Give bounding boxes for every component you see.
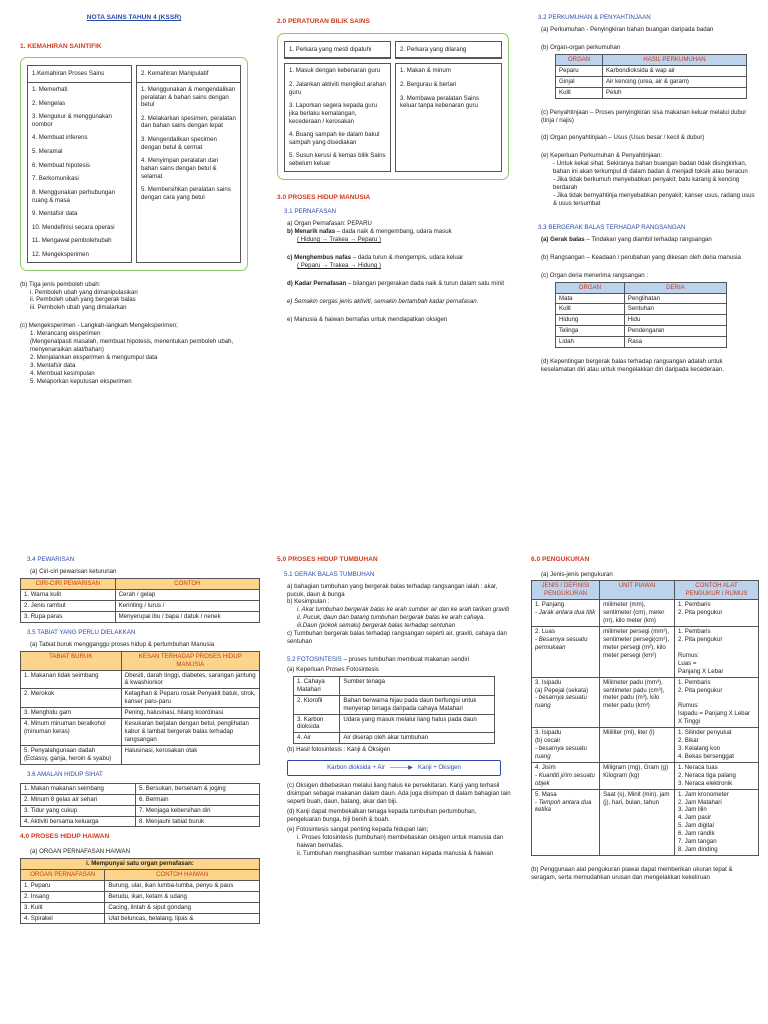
table-header: HASIL PERKUMUHAN [602, 54, 746, 65]
table-cell: 2. Minum 8 gelas air sehari [21, 794, 136, 805]
table-cell: 3. Menghidu gam [21, 708, 122, 719]
jenis-cell: 1. Panjang - Jarak antara dua titik [532, 600, 600, 627]
alat-cell: 1. Neraca tuas 2. Neraca tiga palang 3. Neraca elektronik [675, 762, 759, 789]
table-row [21, 913, 260, 924]
list-item: ii. Tumbuhan menghasilkan sumber makanan kepada manusia & haiwan [297, 849, 494, 857]
table-row [532, 789, 759, 855]
table-cell: Sumber tenaga [340, 676, 495, 695]
column-peraturan-bilik-sains [277, 14, 509, 324]
list-item: 2. Mengelas [32, 99, 66, 107]
table-cell: 7. Menjaga kebersihan diri [136, 805, 260, 816]
list-item: 3. Laporkan segera kepada guru jika berlaku kemalangan, kecederaan / kerosakan [289, 102, 378, 125]
organ-penyahtinjaan: (d) Organ penyahtinjaan – Usus (Usus besar / kecil & dubur) [541, 134, 705, 142]
subheading-amalan: 3.6 AMALAN HIDUP SIHAT [27, 770, 103, 778]
km-list [137, 83, 240, 204]
table-row [21, 600, 260, 611]
table-row [556, 87, 747, 98]
fotosintesis-table [293, 676, 495, 744]
menghembus-nafas: c) Menghembus nafas – dada turun & mengempis, udara keluar [287, 253, 464, 261]
hasil-fotosintesis: (b) Hasil fotosintesis : Kanji & Oksigen [287, 746, 391, 754]
table-cell: Kerinting / lurus / [115, 600, 259, 611]
km-heading: 2. Kemahiran Manipulatif [137, 66, 240, 83]
tabiat-title: (a) Tabiat buruk mengganggu proses hidup & pertumbuhan Manusia [30, 640, 215, 648]
pengukuran-table [531, 580, 759, 856]
table-cell: Kulit [556, 87, 603, 98]
list-item: 2. Menjalankan eksperimen & mengumpul data [30, 353, 158, 361]
table-cell: Obesiti, darah tinggi, diabetes, sarangan jantung & kwashiorkor [121, 670, 259, 689]
table-header: CONTOH HAIWAN [105, 869, 260, 880]
rangsangan-tumbuhan: c) Tumbuhan bergerak balas terhadap rangsangan seperti air, graviti, cahaya dan sentuhan [287, 630, 507, 646]
table-cell: Cerah / gelap [115, 589, 259, 600]
list-item: 7. Berkomunikasi [32, 175, 79, 183]
bahagian-tumbuhan: a) bahagian tumbuhan yang bergerak balas terhadap rangsangan ialah : akar, pucuk, daun & bunga [287, 582, 498, 598]
table-cell: Kesukaran berjalan dengan betul, penglihatan kabur & lambat bergerak balas terhadap rangsangan [121, 719, 259, 746]
pewarisan-table [20, 578, 260, 623]
list-item: 3. Membawa peralatan Sains keluar tanpa kebenaran guru [400, 94, 479, 110]
table-cell: Ginjal [556, 76, 603, 87]
table-header: CONTOH [115, 578, 259, 589]
list-item: 11. Mengawal pembolehubah [32, 237, 112, 245]
jenis-cell: 5. Masa - Tempoh antara dua ketika [532, 789, 600, 855]
table-row [21, 719, 260, 746]
column-perkumuhan [531, 14, 757, 374]
list-item: 5. Membersihkan peralatan sains dengan cara yang betul [141, 186, 231, 201]
list-item: 3. Mentafsir data [30, 361, 76, 369]
table-row [294, 714, 495, 733]
list-item: ii. Pemboleh ubah yang bergerak balas [30, 296, 136, 304]
list-item: 3. Mengendalikan specimen dengan betul & cermat [141, 136, 217, 151]
list-item: 1. Masuk dengan kebenaran guru [289, 67, 381, 75]
table-cell: Pening, halusinasi, hilang koordinasi [121, 708, 259, 719]
keperluan-fotosintesis-title: (a) Keperluan Proses Fotosintesis [287, 665, 379, 673]
list-item: i. Pemboleh ubah yang dimanipulasikan [30, 288, 138, 296]
table-cell: 5. Bersukan, bersenam & joging [136, 783, 260, 794]
table-header: TABIAT BURUK [21, 651, 122, 670]
unit-cell: Miligram (mg), Gram (g) Kilogram (kg) [600, 762, 675, 789]
table-row [532, 600, 759, 627]
table-row [556, 315, 727, 326]
table-cell: Hidung [556, 315, 625, 326]
fotosintesis-def: 5.2 FOTOSINTESIS – proses tumbuhan membuat makanan sendiri [287, 656, 470, 663]
table-cell: 1. Cahaya Matahari [294, 676, 340, 695]
section-heading-tumbuhan: 5.0 PROSES HIDUP TUMBUHAN [277, 556, 378, 563]
list-item: 4. Buang sampah ke dalam bakul sampah yang disediakan [289, 131, 380, 146]
list-item: - Jika tidak berkumuh menyebabkan penyakit; batu karang & kencing berdarah [553, 176, 740, 192]
table-cell: Karbondioksida & wap air [602, 65, 746, 76]
alat-cell: 1. Jam kronometer 2. Jam Matahari 3. Jam lilin 4. Jam pasir 5. Jam digital 6. Jam randik 7. Jam tangan 8. Jam dinding [675, 789, 759, 855]
jenis-cell: 3. Isipadu (b) cecair - besarnya sesuatu ruang [532, 728, 600, 763]
organ-deria-table [555, 282, 727, 349]
list-item: 5. Meramal [32, 148, 63, 156]
kadar-pernafasan: d) Kadar Pernafasan – bilangan pergerakan dada naik & turun dalam satu minit [287, 279, 505, 287]
keperluan-list [531, 160, 757, 208]
list-item: 1. Merancang eksperimen [30, 330, 101, 338]
alat-cell: 1. Pembaris 2. Pita pengukur Rumus: Isipadu = Panjang X Lebar X Tinggi [675, 677, 759, 728]
perkara-dilarang-list [396, 64, 501, 112]
list-item: 5. Susun kerusi & kemas bilik Sains sebelum keluar [289, 152, 386, 167]
list-item: ii. Pucuk, daun dan batang tumbuhan bergerak balas ke arah cahaya. [297, 614, 486, 622]
table-header: UNIT PIAWAI [600, 581, 675, 600]
table-cell: Udara yang masuk melalui liang halus pada daun [340, 714, 495, 733]
table-cell: Telinga [556, 326, 625, 337]
mengeksperimen-list [20, 330, 248, 385]
table-cell: 3. Kulit [21, 902, 105, 913]
list-item: 2. Melakarkan spesimen, peralatan dan bahan sains dengan tepat [141, 114, 236, 130]
table-row [556, 65, 747, 76]
perkumuhan-def: (a) Perkumuhan - Penyingkiran bahan buangan daripada badan [541, 26, 714, 34]
list-item: iii.Daun (pokok semalu) bergerak balas terhadap sentuhan [297, 622, 456, 630]
menghembus-nafas-flow: ( Peparu → Trakea → Hidung ) [297, 261, 381, 269]
pemboleh-ubah-list [20, 289, 248, 313]
list-item: 2. Bergurau & berlari [400, 81, 457, 89]
table-cell: Hidu [624, 315, 726, 326]
table-cell: 5. Penyalahgunaan dadah (Ectassy, ganja, heroin & syabu) [21, 745, 122, 764]
perkara-dilarang-panel [395, 41, 502, 60]
table-cell: Rasa [624, 337, 726, 348]
table-cell: Kulit [556, 304, 625, 315]
gerak-balas-def: (a) Gerak balas – Tindakan yang diambil terhadap rangsangan [541, 235, 712, 243]
table-row [21, 805, 260, 816]
fotosintesis-equation: Karbon dioksida + Air ———▶ Kanji + Oksigen [287, 760, 501, 776]
pemboleh-ubah-title: (b) Tiga jenis pemboleh ubah: [20, 280, 101, 288]
table-cell: Air diserap oleh akar tumbuhan [340, 733, 495, 744]
list-item: 6. Membuat hipotesis [32, 161, 90, 169]
section-heading-kemahiran: 1. KEMAHIRAN SAINTIFIK [20, 42, 102, 50]
table-cell: Lidah [556, 337, 625, 348]
table-cell: 4. Air [294, 733, 340, 744]
table-cell: Burung, ular, ikan lumba-lumba, penyu & paus [105, 880, 260, 891]
table-row [21, 794, 260, 805]
table-cell: 2. Insang [21, 891, 105, 902]
table-header: JENIS / DEFINISI PENGUKURAN [532, 581, 600, 600]
table-cell: 1. Makanan tidak seimbang [21, 670, 122, 689]
table-row [21, 816, 260, 827]
alat-cell: 1. Pembaris 2. Pita pengukur [675, 600, 759, 627]
list-item: 9. Mentafsir data [32, 210, 78, 218]
table-row [21, 611, 260, 622]
table-cell: 4. Spirakel [21, 913, 105, 924]
table-cell: 8. Menjauhi tabiat buruk [136, 816, 260, 827]
penggunaan-alat-piawai: (b) Penggunaan alat pengukuran piawai dapat memberikan ukuran tepat & seragam, serta memudahkan urusan dan mengelakkan kekeliruan [531, 865, 733, 881]
table-cell: 6. Bermain [136, 794, 260, 805]
unit-cell: milimeter (mm), sentimeter (cm), meter (m), kilo meter (km) [600, 600, 675, 627]
section-heading-pengukuran: 6.0 PENGUKURAN [531, 556, 590, 563]
jenis-cell: 3. Isipadu (a) Pepejal (sekata) - besarnya sesuatu ruang [532, 677, 600, 728]
list-item: 1. Makan & minum [400, 67, 451, 75]
list-item: i. Akar tumbuhan bergerak balas ke arah sumber air dan ke arah tarikan graviti [297, 606, 510, 614]
list-item: 4. Menyimpan peralatan dan bahan sains dengan betul & selamat [141, 157, 219, 180]
section-heading-peraturan: 2.0 PERATURAN BILIK SAINS [277, 18, 370, 25]
tabiat-table [20, 651, 260, 765]
alat-cell: 1. Silinder penyukat 2. Bikar 3. Kelalang kon 4. Bekas bersenggat [675, 728, 759, 763]
organ-perkumuhan-table [555, 54, 747, 99]
organ-pernafasan: a) Organ Pernafasan: PEPARU [287, 220, 372, 228]
table-cell: Berudu, ikan, ketam & udang [105, 891, 260, 902]
mengeksperimen-title: (c) Mengeksperimen - Langkah-langkah Mengeksperimen; [20, 322, 178, 330]
table-cell: 4. Aktiviti bersama keluarga [21, 816, 136, 827]
list-item: - Untuk kekal sihat. Sekiranya bahan buangan badan tidak disingkirkan, bahan ini akan terkumpul di dalam badan & menjadi toksik atau beracun [553, 160, 748, 176]
perkara-dilarang-list-panel [395, 63, 502, 171]
table-cell: Menyerupai ibu / bapa / datuk / nenek [115, 611, 259, 622]
table-row [21, 783, 260, 794]
section-heading-proses-hidup-manusia: 3.0 PROSES HIDUP MANUSIA [277, 193, 371, 201]
table-row [556, 326, 727, 337]
kesimpulan-list [287, 606, 511, 630]
unit-cell: Milimeter padu (mm³), sentimeter padu (cm³), meter padu (m³), kilo meter padu (km³) [600, 677, 675, 728]
table-cell: 1. Warna kulit [21, 589, 116, 600]
table-header: ORGAN [556, 54, 603, 65]
table-cell: Ulat beluncas, belalang, lipas & [105, 913, 260, 924]
table-cell: 2. Klorofil [294, 695, 340, 714]
unit-cell: Mililiter (ml), liter (l) [600, 728, 675, 763]
subheading-gerak-balas-tumbuhan: 5.1 GERAK BALAS TUMBUHAN [284, 570, 375, 578]
table-header: KESAN TERHADAP PROSES HIDUP MANUSIA [121, 651, 259, 670]
peraturan-box [277, 33, 509, 180]
kps-heading: 1.Kemahiran Proses Sains [28, 66, 131, 83]
table-row [556, 337, 727, 348]
list-item: iii. Pemboleh ubah yang dimalarkan [30, 304, 127, 312]
table-header: ORGAN [556, 282, 625, 293]
column-kemahiran-saintifik [20, 14, 248, 386]
list-item: 10. Mendefinisi secara operasi [32, 223, 115, 231]
penyahtinjaan-def: (c) Penyahtinjaan – Proses penyingkiran sisa makanan keluar melalui dubur (tinja / najis) [541, 108, 747, 124]
table-row [532, 677, 759, 728]
organ-pernafasan-haiwan-title: (a) ORGAN PERNAFASAN HAIWAN [30, 848, 130, 856]
perkara-mesti-panel [284, 41, 391, 60]
list-item: (Mengenalpasti masalah, membuat hipotesis, menentukan pemboleh ubah, menyenaraikan alat/bahan) [30, 338, 234, 354]
table-cell: 2. Jenis rambut [21, 600, 116, 611]
table-row [21, 589, 260, 600]
column-proses-hidup-tumbuhan [277, 556, 511, 857]
table-row [21, 708, 260, 719]
km-panel [136, 65, 241, 262]
list-item: 4. Membuat kesimpulan [30, 369, 95, 377]
unit-cell: milimeter persegi (mm²), sentimeter persegi(cm²), meter persegi (m²), kilo meter persegi (km²) [600, 627, 675, 678]
jenis-pengukuran-title: (a) Jenis-jenis pengukuran [541, 570, 613, 578]
table-cell: 2. Merokok [21, 689, 122, 708]
table-row [532, 728, 759, 763]
table-row [21, 880, 260, 891]
oksigen-note: e) Manusia & haiwan bernafas untuk mendapatkan oksigen [287, 315, 448, 323]
table-cell: Pendengaran [624, 326, 726, 337]
table-cell: 1. Peparu [21, 880, 105, 891]
subheading-pewarisan: 3.4 PEWARISAN [27, 556, 75, 563]
perkara-mesti-list [285, 64, 390, 170]
kepentingan-list [287, 834, 511, 858]
aktiviti-pernafasan: e) Semakin cergas jenis aktiviti, semakin bertambah kadar pernafasan. [287, 297, 479, 305]
table-cell: Ketagihan & Peparu rosak Penyakit batuk, strok, kanser paru-paru [121, 689, 259, 708]
list-item: 5. Melaporkan keputusan eksperimen [30, 377, 132, 385]
subheading-perkumuhan: 3.2 PERKUMUHAN & PENYAHTINJAAN [538, 14, 651, 21]
table-cell: Peparu [556, 65, 603, 76]
table-header: CONTOH ALAT PENGUKUR / RUMUS [675, 581, 759, 600]
pewarisan-title: (a) Ciri-ciri pewarisan keturunan [30, 568, 117, 576]
list-item: 4. Membuat inferens [32, 134, 88, 142]
table-row [21, 670, 260, 689]
rangsangan-def: (b) Rangsangan – Keadaan / perubahan yang dikesan oleh deria manusia [541, 253, 741, 261]
table-cell: 3. Karbon dioksida [294, 714, 340, 733]
list-item: 3. Mengukur & menggunakan nombor [32, 113, 112, 128]
kepentingan-gerak-balas: (d) Kepentingan bergerak balas terhadap rangsangan adalah untuk keselamatan diri atau untuk mengelakkan diri daripada kecederaan. [541, 358, 724, 374]
column-pewarisan [20, 556, 260, 924]
kesimpulan-title: b) Kesimpulan : [287, 598, 330, 606]
list-item: i. Proses fotosintesis (tumbuhan) membebaskan oksigen untuk manusia dan haiwan bernafas. [297, 833, 504, 849]
table-row [294, 695, 495, 714]
table-cell: 3. Tidur yang cukup [21, 805, 136, 816]
list-item: 12. Mengeksperimen [32, 250, 89, 258]
table-row [556, 76, 747, 87]
table-row [21, 745, 260, 764]
list-item: 8. Menggunakan perhubungan ruang & masa [32, 188, 116, 204]
kps-panel [27, 65, 132, 262]
perkara-dilarang-heading: 2. Perkara yang dilarang [396, 42, 501, 59]
organ-haiwan-table [20, 858, 260, 925]
arrow-right-icon: ———▶ [386, 764, 417, 772]
table-cell: Halusinasi, kerosakan otak [121, 745, 259, 764]
kanji-tenaga: (d) Kanji dapat membekalkan tenaga kepada tumbuhan pertumbuhan, pengeluaran bunga, biji benih & buah. [287, 807, 477, 823]
column-pengukuran [531, 556, 759, 882]
table-header: DERIA [624, 282, 726, 293]
list-item: - Jika tidak bernyahtinja menyebabkan penyakit; kanser usus, radang usus & usus tersumbat [553, 191, 755, 207]
table-row [532, 627, 759, 678]
menarik-nafas-flow: ( Hidung → Trakea → Peparu ) [297, 236, 381, 244]
alat-cell: 1. Pembaris 2. Pita pengukur Rumus: Luas = Panjang X Lebar [675, 627, 759, 678]
organ-haiwan-banner: i. Mempunyai satu organ pernafasan: [21, 858, 260, 869]
organ-perkumuhan-title: (b) Organ-organ perkumuhan [541, 43, 621, 51]
list-item: 1. Memerhati [32, 86, 68, 94]
table-cell: Sentuhan [624, 304, 726, 315]
jenis-cell: 2. Luas - Besarnya sesuatu permukaan [532, 627, 600, 678]
table-cell: Penglihatan [624, 293, 726, 304]
kepentingan-fotosintesis: (e) Fotosintesis sangat penting kepada hidupan lain; [287, 825, 429, 833]
table-header: CIRI-CIRI PEWARISAN [21, 578, 116, 589]
table-row [21, 689, 260, 708]
kps-list [28, 83, 131, 262]
table-cell: Cacing, lintah & siput gondang [105, 902, 260, 913]
table-row [294, 733, 495, 744]
kemahiran-box [20, 57, 248, 270]
unit-cell: Saat (s), Minit (min), jam (j), hari, bulan, tahun [600, 789, 675, 855]
amalan-table [20, 783, 260, 828]
perkara-mesti-heading: 1. Perkara yang mesti dipatuhi [285, 42, 390, 59]
table-cell: Air kencing (urea, air & garam) [602, 76, 746, 87]
table-header: ORGAN PERNAFASAN [21, 869, 105, 880]
table-row [294, 676, 495, 695]
list-item: 1. Menggunakan & mengendalikan peralatan & bahan sains dengan betul [141, 86, 236, 109]
table-cell: Mata [556, 293, 625, 304]
subheading-gerak-balas: 3.3 BERGERAK BALAS TERHADAP RANGSANGAN [538, 223, 686, 231]
table-row [21, 902, 260, 913]
list-item: 2. Jalankan aktiviti mengikut arahan guru [289, 81, 386, 96]
section-heading-proses-hidup-haiwan: 4.0 PROSES HIDUP HAIWAN [20, 833, 110, 841]
table-cell: Peluh [602, 87, 746, 98]
table-cell: Bahan berwarna hijau pada daun berfungsi untuk menyerap tenaga daripada cahaya Matahari [340, 695, 495, 714]
perkara-mesti-list-panel [284, 63, 391, 171]
table-cell: 3. Rupa paras [21, 611, 116, 622]
table-row [532, 762, 759, 789]
oksigen-dibebaskan: (c) Oksigen dibebaskan melalui liang halus ke persekitaran. Kanji yang terhasil disimpan sebagai makanan dalam daun. Ada juga disimpan di dalam bahagian lain seperti buah, daun, batang, akar dan biji. [287, 782, 511, 805]
menarik-nafas: b) Menarik nafas – dada naik & mengembang, udara masuk [287, 228, 452, 236]
table-row [556, 293, 727, 304]
page-title: NOTA SAINS TAHUN 4 (KSSR) [86, 14, 182, 21]
table-row [21, 891, 260, 902]
organ-deria-title: (c) Organ deria menerima rangsangan : [541, 271, 649, 279]
table-row [556, 304, 727, 315]
keperluan-title: (e) Keperluan Perkumuhan & Penyahtinjaan: [541, 152, 662, 160]
jenis-cell: 4. Jisim - Kuantiti jirim sesuatu objek [532, 762, 600, 789]
subheading-pernafasan: 3.1 PERNAFASAN [284, 208, 336, 216]
subheading-tabiat: 3.5 TABIAT YANG PERLU DIELAKKAN [27, 628, 136, 636]
table-cell: 1. Makan makanan seimbang [21, 783, 136, 794]
table-cell: 4. Minum minuman beralkohol (minuman keras) [21, 719, 122, 746]
